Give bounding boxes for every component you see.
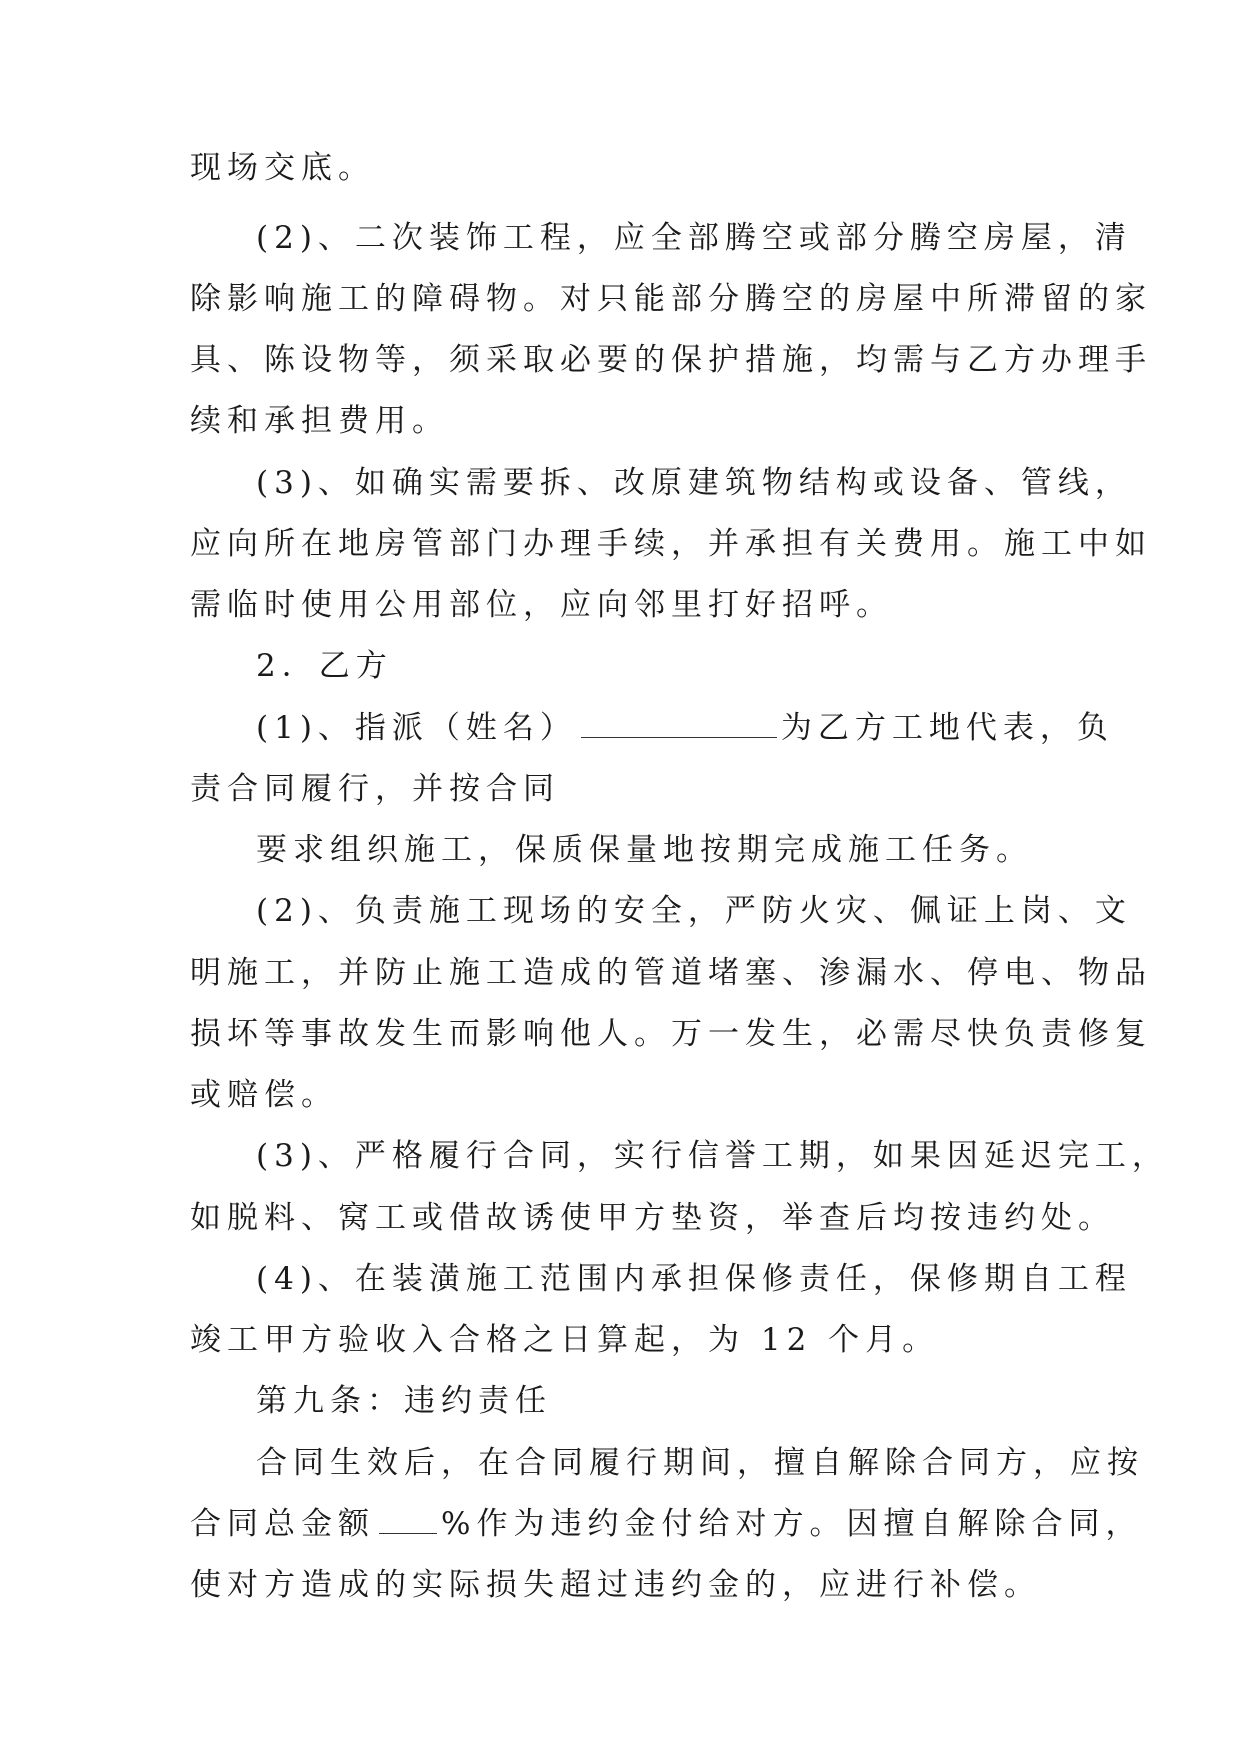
text-line: 或赔偿。: [190, 1077, 338, 1113]
text-segment: 合同总金额: [190, 1506, 375, 1542]
text-line: 续和承担费用。: [190, 403, 449, 439]
text-line: 要求组织施工，保质保量地按期完成施工任务。: [256, 832, 1033, 868]
text-line: 现场交底。: [190, 150, 375, 186]
text-line: 使对方造成的实际损失超过违约金的，应进行补偿。: [190, 1567, 1041, 1603]
article-heading: 第九条：违约责任: [256, 1383, 552, 1419]
text-line: (3)、严格履行合同，实行信誉工期，如果因延迟完工，: [256, 1138, 1169, 1174]
text-line: 除影响施工的障碍物。对只能部分腾空的房屋中所滞留的家: [190, 281, 1152, 317]
text-line: (2)、二次装饰工程，应全部腾空或部分腾空房屋，清: [256, 220, 1132, 256]
text-line: 应向所在地房管部门办理手续，并承担有关费用。施工中如: [190, 526, 1152, 562]
fill-in-blank: [581, 711, 777, 738]
text-line: (4)、在装潢施工范围内承担保修责任，保修期自工程: [256, 1261, 1132, 1297]
text-line: 具、陈设物等，须采取必要的保护措施，均需与乙方办理手: [190, 342, 1152, 378]
text-segment: (1)、指派（姓名）: [256, 710, 577, 746]
text-line: 如脱料、窝工或借故诱使甲方垫资，举查后均按违约处。: [190, 1200, 1115, 1236]
text-line: 损坏等事故发生而影响他人。万一发生，必需尽快负责修复: [190, 1016, 1152, 1052]
text-line: (2)、负责施工现场的安全，严防火灾、佩证上岗、文: [256, 893, 1132, 929]
text-line: 需临时使用公用部位，应向邻里打好招呼。: [190, 587, 893, 623]
text-line: [190, 1504, 1142, 1544]
text-segment: %作为违约金付给对方。因擅自解除合同，: [441, 1506, 1143, 1542]
text-line: 竣工甲方验收入合格之日算起，为 12 个月。: [190, 1322, 940, 1358]
text-line: 责合同履行，并按合同: [190, 771, 560, 807]
text-line: 合同生效后，在合同履行期间，擅自解除合同方，应按: [256, 1445, 1144, 1481]
text-line: [256, 708, 1114, 748]
text-line: 明施工，并防止施工造成的管道堵塞、渗漏水、停电、物品: [190, 955, 1152, 991]
text-segment: 为乙方工地代表，负: [780, 710, 1114, 746]
text-line: (3)、如确实需要拆、改原建筑物结构或设备、管线，: [256, 465, 1132, 501]
fill-in-blank: [379, 1507, 437, 1534]
section-heading: 2．乙方: [256, 648, 393, 684]
